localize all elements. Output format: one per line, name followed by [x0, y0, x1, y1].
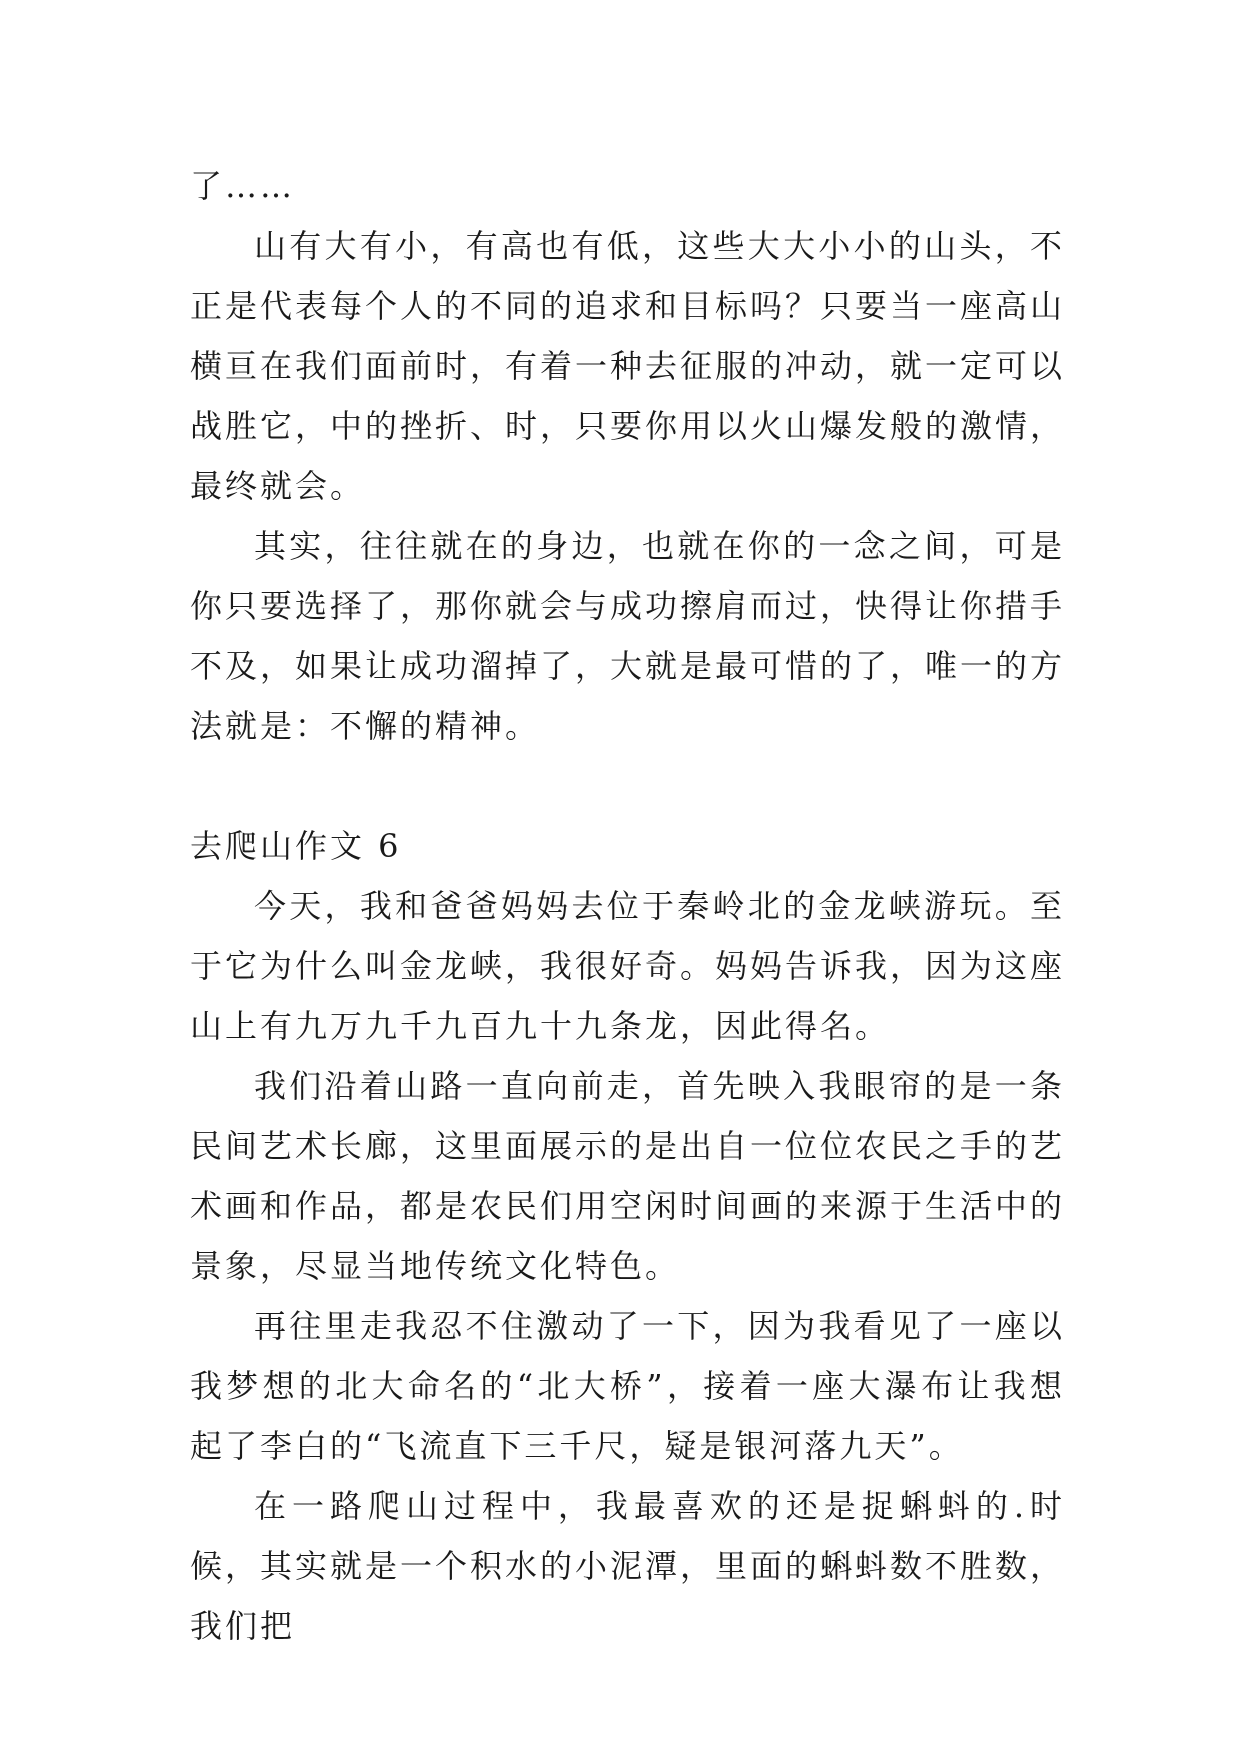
- document-body: [190, 156, 1065, 1656]
- intro-fragment: 了……: [190, 167, 296, 205]
- paragraph: 山有大有小，有高也有低，这些大大小小的山头，不正是代表每个人的不同的追求和目标吗？只要当一座高山横亘在我们面前时，有着一种去征服的冲动，就一定可以战胜它，中的挫折、时，只要你用以火山爆发般的激情，最终就会。: [190, 227, 1066, 505]
- paragraph: 其实，往往就在的身边，也就在你的一念之间，可是你只要选择了，那你就会与成功擦肩而过，快得让你措手不及，如果让成功溜掉了，大就是最可惜的了，唯一的方法就是：不懈的精神。: [190, 527, 1066, 745]
- paragraph: 我们沿着山路一直向前走，首先映入我眼帘的是一条民间艺术长廊，这里面展示的是出自一位位农民之手的艺术画和作品，都是农民们用空闲时间画的来源于生活中的景象，尽显当地传统文化特色。: [190, 1067, 1066, 1285]
- paragraph: 今天，我和爸爸妈妈去位于秦岭北的金龙峡游玩。至于它为什么叫金龙峡，我很好奇。妈妈告诉我，因为这座山上有九万九千九百九十九条龙，因此得名。: [190, 887, 1066, 1045]
- essay-title: 去爬山作文 6: [190, 827, 402, 865]
- paragraph: 在一路爬山过程中，我最喜欢的还是捉蝌蚪的.时候，其实就是一个积水的小泥潭，里面的蝌蚪数不胜数，我们把: [190, 1487, 1066, 1645]
- paragraph: 再往里走我忍不住激动了一下，因为我看见了一座以我梦想的北大命名的“北大桥”，接着一座大瀑布让我想起了李白的“飞流直下三千尺，疑是银河落九天”。: [190, 1307, 1065, 1465]
